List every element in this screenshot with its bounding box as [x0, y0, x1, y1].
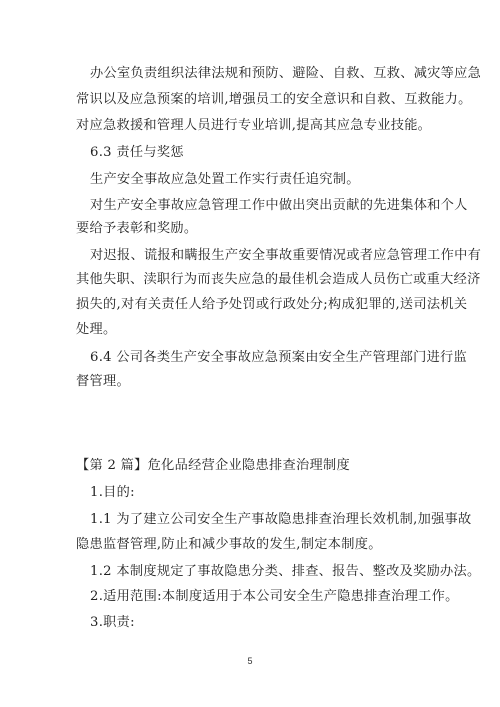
article-title: 【第 2 篇】危化品经营企业隐患排查治理制度	[76, 458, 350, 473]
paragraph-penalties-line-4: 处理。	[76, 322, 117, 337]
heading-scope: 2.适用范围:本制度适用于本公司安全生产隐患排查治理工作。	[90, 589, 459, 604]
heading-responsibilities: 3.职责:	[90, 615, 135, 630]
paragraph-rewards-line-2: 要给予表彰和奖励。	[76, 221, 198, 236]
paragraph-6-4-line-1: 6.4 公司各类生产安全事故应急预案由安全生产管理部门进行监	[90, 350, 468, 365]
heading-6-3: 6.3 责任与奖惩	[90, 145, 184, 160]
paragraph-penalties-line-2: 其他失职、渎职行为而丧失应急的最佳机会造成人员伤亡或重大经济	[76, 272, 481, 287]
paragraph-rewards-line-1: 对生产安全事故应急管理工作中做出突出贡献的先进集体和个人	[90, 198, 468, 213]
page-number: 5	[247, 656, 253, 666]
paragraph-professional-training: 对应急救援和管理人员进行专业培训,提高其应急专业技能。	[76, 118, 432, 133]
paragraph-penalties-line-3: 损失的,对有关责任人给予处罚或行政处分;构成犯罪的,送司法机关	[76, 297, 468, 312]
paragraph-training-line-2: 常识以及应急预案的培训,增强员工的安全意识和自救、互救能力。	[76, 92, 472, 107]
paragraph-1-1-line-2: 隐患监督管理,防止和减少事故的发生,制定本制度。	[76, 537, 382, 552]
paragraph-penalties-line-1: 对迟报、谎报和瞒报生产安全事故重要情况或者应急管理工作中有	[90, 248, 482, 263]
paragraph-training-line-1: 办公室负责组织法律法规和预防、避险、自救、互救、减灾等应急	[90, 66, 482, 81]
heading-purpose: 1.目的:	[90, 485, 135, 500]
paragraph-1-2: 1.2 本制度规定了事故隐患分类、排查、报告、整改及奖励办法。	[90, 564, 481, 579]
paragraph-accountability: 生产安全事故应急处置工作实行责任追究制。	[90, 172, 360, 187]
paragraph-6-4-line-2: 督管理。	[76, 374, 130, 389]
paragraph-1-1-line-1: 1.1 为了建立公司安全生产事故隐患排查治理长效机制,加强事故	[90, 512, 472, 527]
